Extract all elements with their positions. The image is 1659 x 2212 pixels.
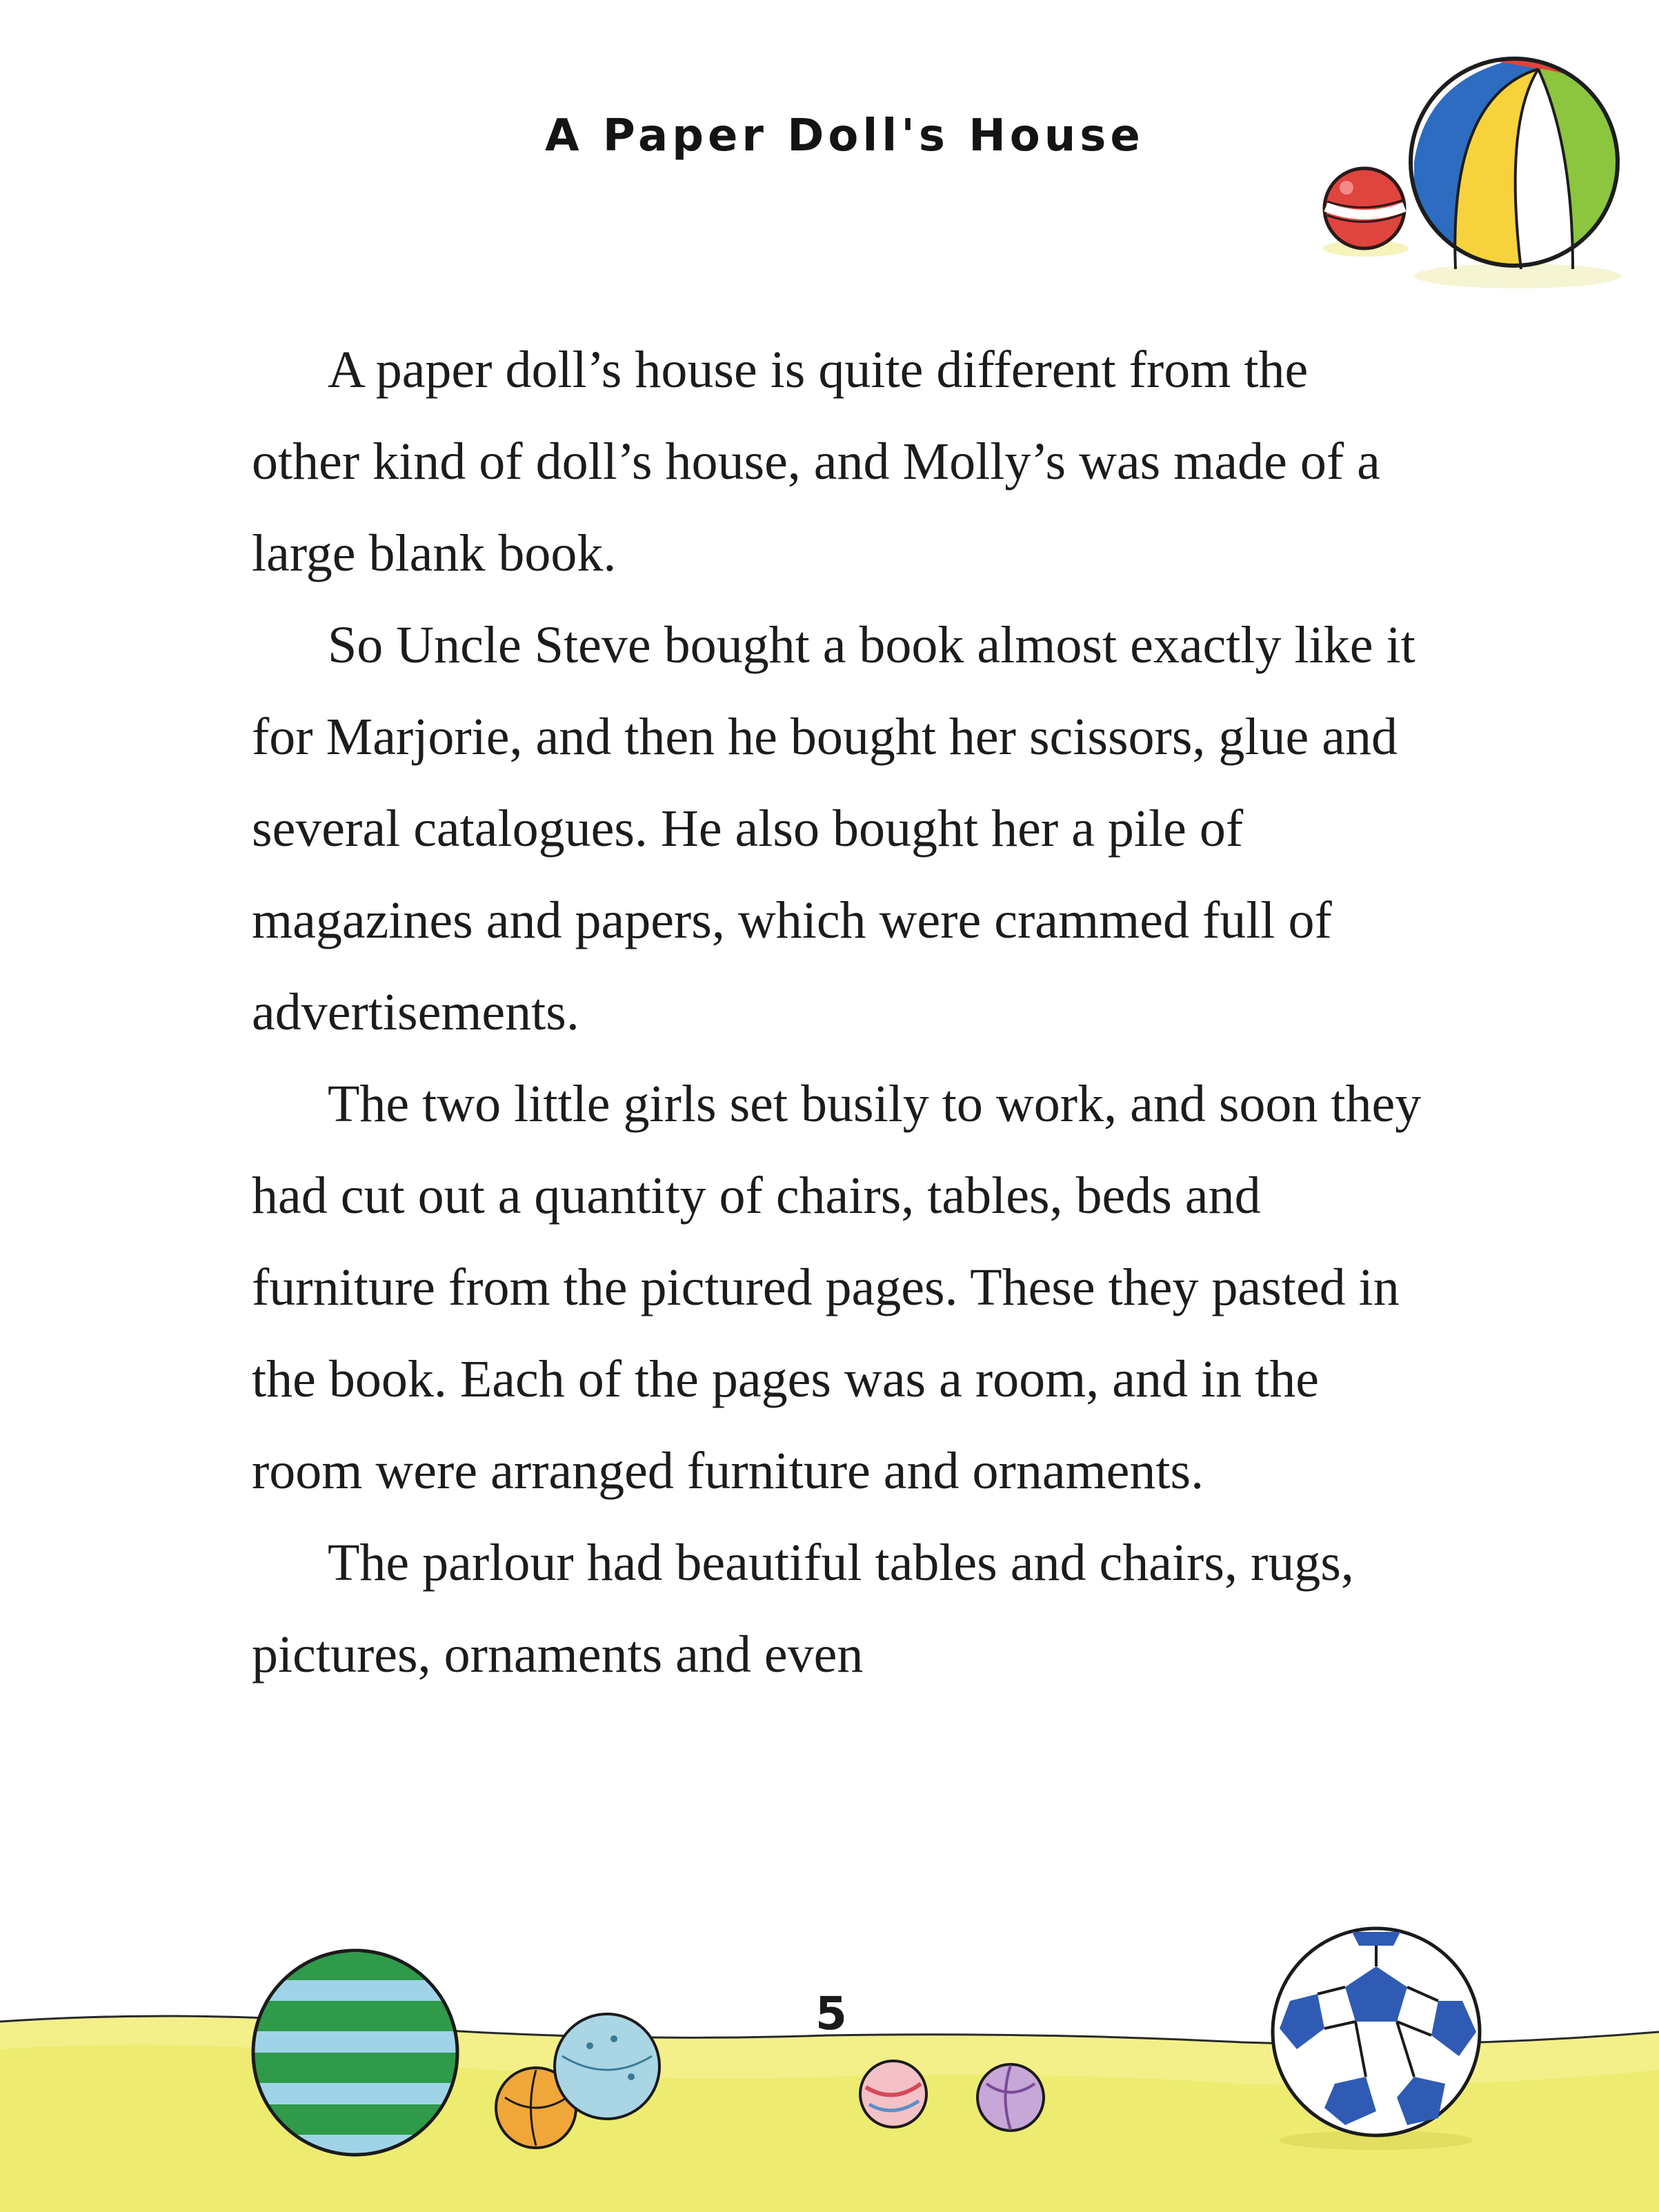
- beach-ball-icon: [1400, 41, 1628, 290]
- paragraph: A paper doll’s house is quite different from the other kind of doll’s house, and Molly’s was made of a large blank book.: [252, 341, 1380, 582]
- story-text: [252, 324, 1424, 1701]
- marble-purple-icon: [973, 2060, 1049, 2135]
- blue-ball-icon: [548, 2008, 666, 2125]
- soccer-ball-icon: [1255, 1918, 1497, 2153]
- chapter-title: A Paper Doll's House: [545, 110, 1144, 161]
- striped-green-ball-icon: [241, 1939, 469, 2166]
- page-number: 5: [815, 1987, 847, 2040]
- paragraph: The parlour had beautiful tables and chairs, rugs, pictures, ornaments and even: [252, 1534, 1354, 1683]
- paragraph: The two little girls set busily to work, and soon they had cut out a quantity of chairs, tables, beds and furniture from the pictured pages. These they pasted in the book. Each of the pages was a room, and in the room were arranged furniture and ornaments.: [252, 1075, 1422, 1500]
- marble-pink-icon: [855, 2056, 931, 2132]
- paragraph: So Uncle Steve bought a book almost exactly like it for Marjorie, and then he bought her scissors, glue and several catalogues. He also bought her a pile of magazines and papers, which were crammed full of advertisements.: [252, 616, 1415, 1041]
